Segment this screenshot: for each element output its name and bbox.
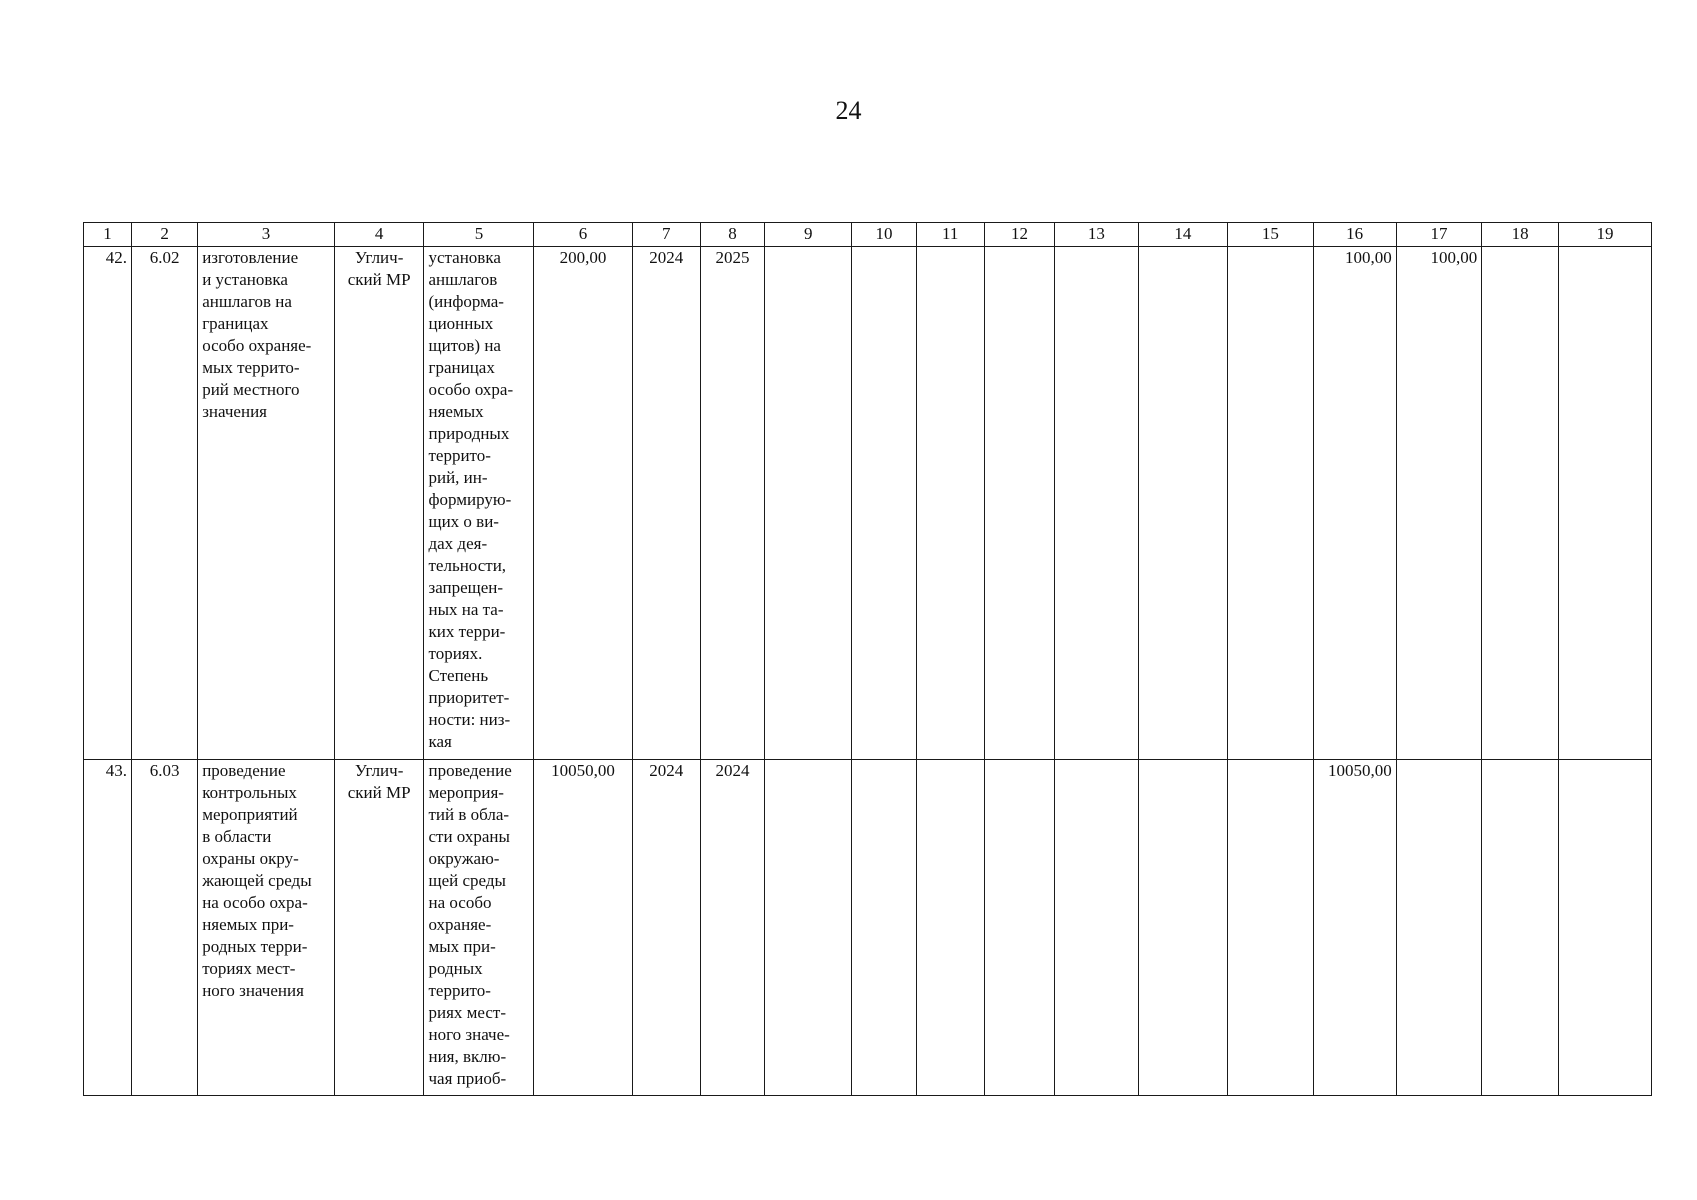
start-year: 2024: [632, 247, 700, 760]
table-row: [84, 247, 1652, 760]
end-year: 2025: [700, 247, 764, 760]
item-code: 6.03: [132, 760, 198, 1096]
table-cell: [984, 760, 1054, 1096]
table-cell: [1055, 760, 1138, 1096]
table-cell: [764, 247, 852, 760]
amount-col-16: 10050,00: [1313, 760, 1396, 1096]
column-header: 4: [334, 223, 424, 247]
column-header: 5: [424, 223, 534, 247]
program-table: [83, 222, 1652, 1096]
column-header: 9: [764, 223, 852, 247]
column-header: 15: [1228, 223, 1313, 247]
table-cell: [1482, 760, 1559, 1096]
table-cell: [852, 247, 916, 760]
page-number: 24: [835, 96, 862, 125]
column-header: 2: [132, 223, 198, 247]
table-cell: [916, 760, 984, 1096]
row-number: 42.: [84, 247, 132, 760]
table-cell: [1228, 760, 1313, 1096]
table-cell: [1559, 760, 1652, 1096]
measure-description: установка аншлагов (информа- ционных щитов) на границах особо охра- няемых природных террито- рий, ин- формирую- щих о ви- дах дея- тельности, запрещен- ных на та- ких терри- ториях. Степень приоритет- ности: низ- кая: [424, 247, 534, 760]
end-year: 2024: [700, 760, 764, 1096]
municipality: Углич- ский МР: [334, 760, 424, 1096]
start-year: 2024: [632, 760, 700, 1096]
amount-col-17: [1396, 760, 1481, 1096]
column-header: 11: [916, 223, 984, 247]
table-cell: [1228, 247, 1313, 760]
table-cell: [984, 247, 1054, 760]
column-header: 7: [632, 223, 700, 247]
amount-col-16: 100,00: [1313, 247, 1396, 760]
column-header: 12: [984, 223, 1054, 247]
column-header: 3: [198, 223, 335, 247]
column-header: 18: [1482, 223, 1559, 247]
table-cell: [764, 760, 852, 1096]
total-cost: 200,00: [534, 247, 632, 760]
table-cell: [1559, 247, 1652, 760]
column-number-row: [84, 223, 1652, 247]
table-row: [84, 760, 1652, 1096]
table-cell: [1138, 247, 1228, 760]
amount-col-17: 100,00: [1396, 247, 1481, 760]
measure-name: проведение контрольных мероприятий в области охраны окру- жающей среды на особо охра- няемых при- родных терри- ториях мест- ного значения: [198, 760, 335, 1096]
column-header: 6: [534, 223, 632, 247]
item-code: 6.02: [132, 247, 198, 760]
measure-name: изготовление и установка аншлагов на границах особо охраняе- мых террито- рий местного значения: [198, 247, 335, 760]
column-header: 17: [1396, 223, 1481, 247]
row-number: 43.: [84, 760, 132, 1096]
table-cell: [1138, 760, 1228, 1096]
column-header: 10: [852, 223, 916, 247]
municipality: Углич- ский МР: [334, 247, 424, 760]
column-header: 13: [1055, 223, 1138, 247]
column-header: 16: [1313, 223, 1396, 247]
column-header: 14: [1138, 223, 1228, 247]
measure-description: проведение мероприя- тий в обла- сти охраны окружаю- щей среды на особо охраняе- мых при- родных террито- риях мест- ного значе- ния, вклю- чая приоб-: [424, 760, 534, 1096]
column-header: 8: [700, 223, 764, 247]
table-cell: [916, 247, 984, 760]
total-cost: 10050,00: [534, 760, 632, 1096]
column-header: 1: [84, 223, 132, 247]
table-cell: [852, 760, 916, 1096]
table-cell: [1482, 247, 1559, 760]
table-cell: [1055, 247, 1138, 760]
column-header: 19: [1559, 223, 1652, 247]
